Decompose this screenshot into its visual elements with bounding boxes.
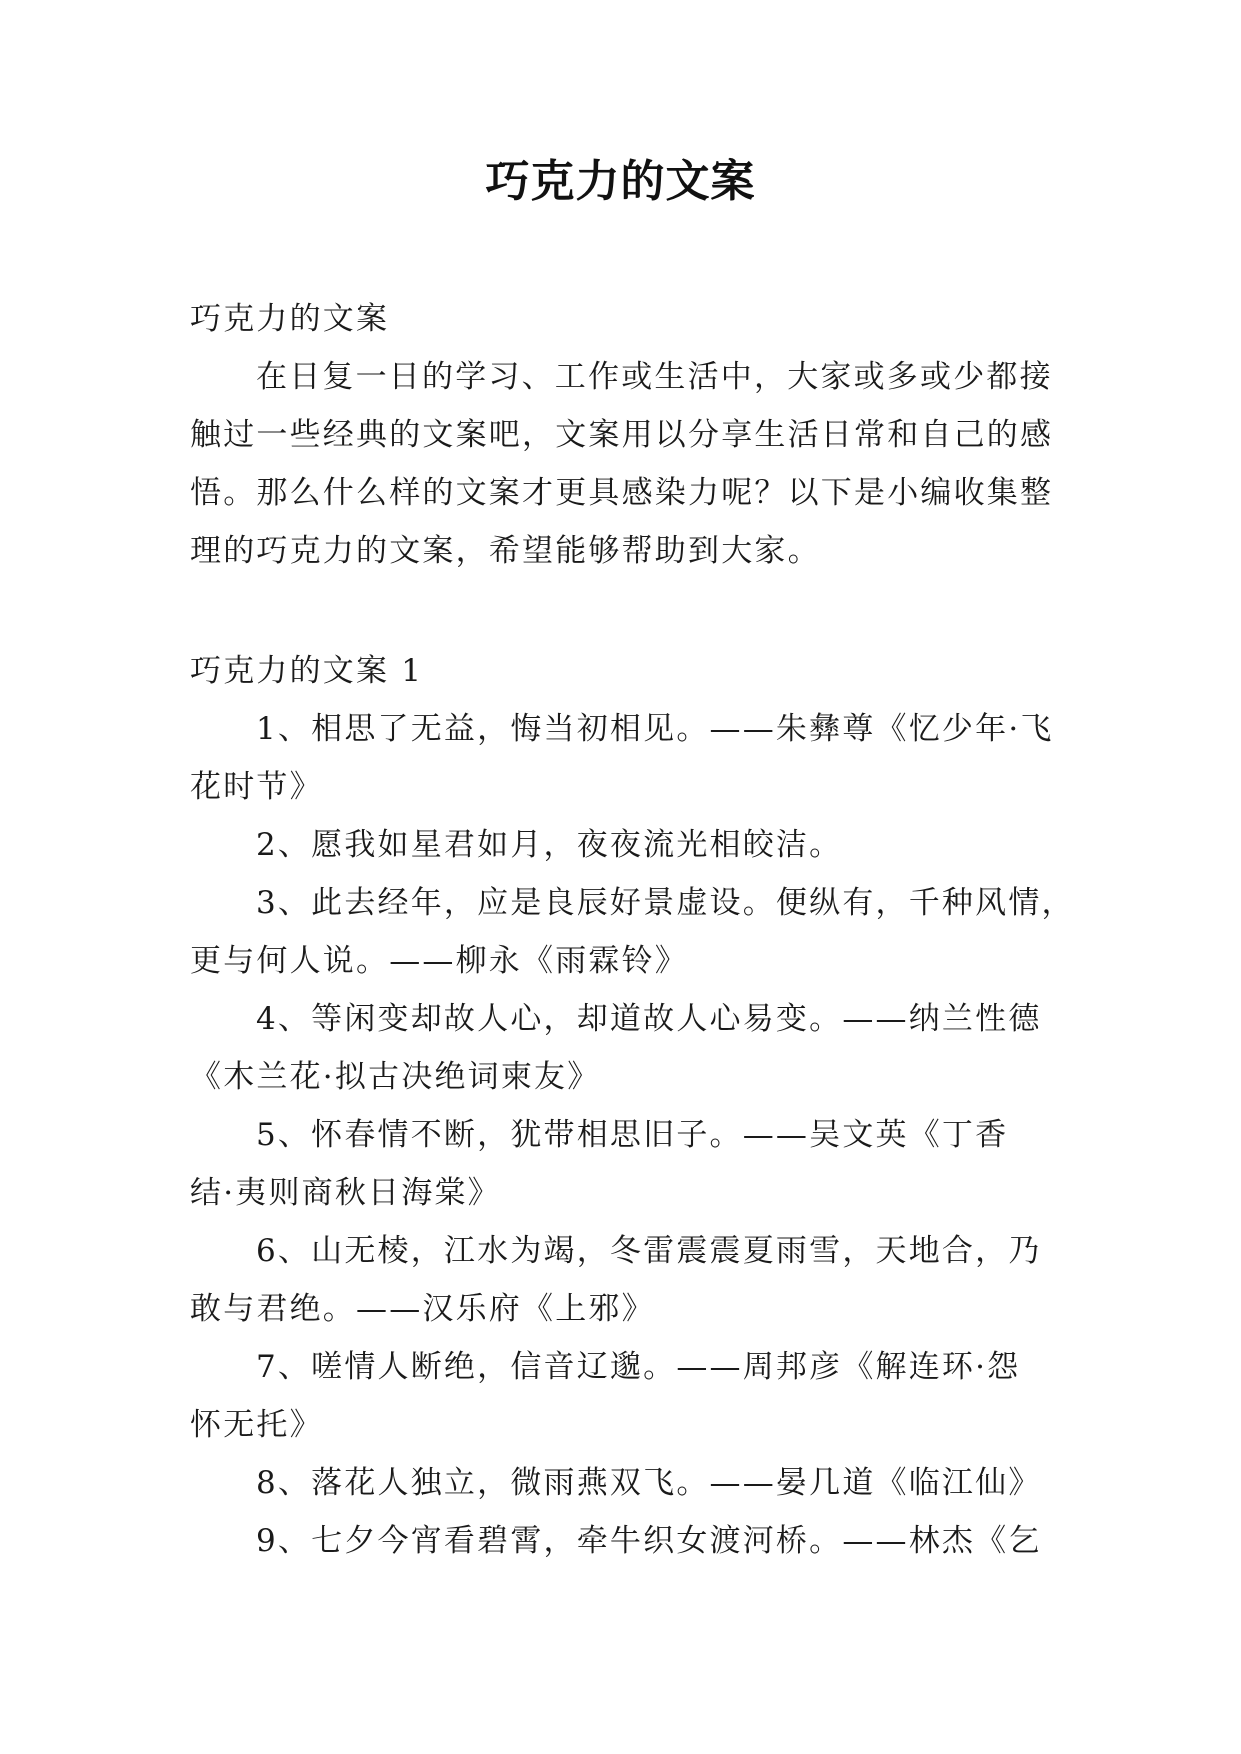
- item-line: 花时节》: [190, 769, 323, 805]
- list-item: [190, 1454, 1060, 1512]
- item-line: 7、嗟情人断绝，信音辽邈。——周邦彦《解连环·怨: [256, 1349, 1021, 1385]
- intro-paragraph: [190, 348, 1060, 580]
- item-line: 2、愿我如星君如月，夜夜流光相皎洁。: [256, 827, 843, 863]
- intro-heading: 巧克力的文案: [190, 301, 390, 337]
- document-title: 巧克力的文案: [485, 156, 756, 207]
- intro-line: 悟。那么什么样的文案才更具感染力呢？以下是小编收集整: [190, 475, 1054, 511]
- item-line: 结·夷则商秋日海棠》: [190, 1175, 501, 1211]
- item-line: 3、此去经年，应是良辰好景虚设。便纵有，千种风情，: [256, 885, 1075, 921]
- list-item: [190, 700, 1060, 816]
- list-item: [190, 990, 1060, 1106]
- section-spacer: [190, 580, 1060, 642]
- item-line: 6、山无棱，江水为竭，冬雷震震夏雨雪，天地合，乃: [256, 1233, 1042, 1269]
- item-line: 敢与君绝。——汉乐府《上邪》: [190, 1291, 655, 1327]
- item-line: 1、相思了无益，悔当初相见。——朱彝尊《忆少年·飞: [256, 711, 1054, 747]
- item-line: 5、怀春情不断，犹带相思旧子。——吴文英《丁香: [256, 1117, 1009, 1153]
- list-item: [190, 1338, 1060, 1454]
- intro-line: 触过一些经典的文案吧，文案用以分享生活日常和自己的感: [190, 417, 1054, 453]
- list-item: [190, 874, 1075, 990]
- document-body: [190, 290, 1075, 1570]
- item-line: 怀无托》: [190, 1407, 323, 1443]
- item-line: 《木兰花·拟古决绝词柬友》: [190, 1059, 601, 1095]
- list-item: [190, 1222, 1060, 1338]
- intro-line: 理的巧克力的文案，希望能够帮助到大家。: [190, 533, 821, 569]
- list-item: [190, 1512, 1060, 1570]
- item-line: 更与何人说。——柳永《雨霖铃》: [190, 943, 688, 979]
- item-line: 9、七夕今宵看碧霄，牵牛织女渡河桥。——林杰《乞: [256, 1523, 1042, 1559]
- section-heading: 巧克力的文案 1: [190, 653, 424, 689]
- list-item: [190, 816, 1060, 874]
- intro-line: 在日复一日的学习、工作或生活中，大家或多或少都接: [256, 359, 1053, 395]
- item-line: 4、等闲变却故人心，却道故人心易变。——纳兰性德: [256, 1001, 1042, 1037]
- list-item: [190, 1106, 1060, 1222]
- item-line: 8、落花人独立，微雨燕双飞。——晏几道《临江仙》: [256, 1465, 1042, 1501]
